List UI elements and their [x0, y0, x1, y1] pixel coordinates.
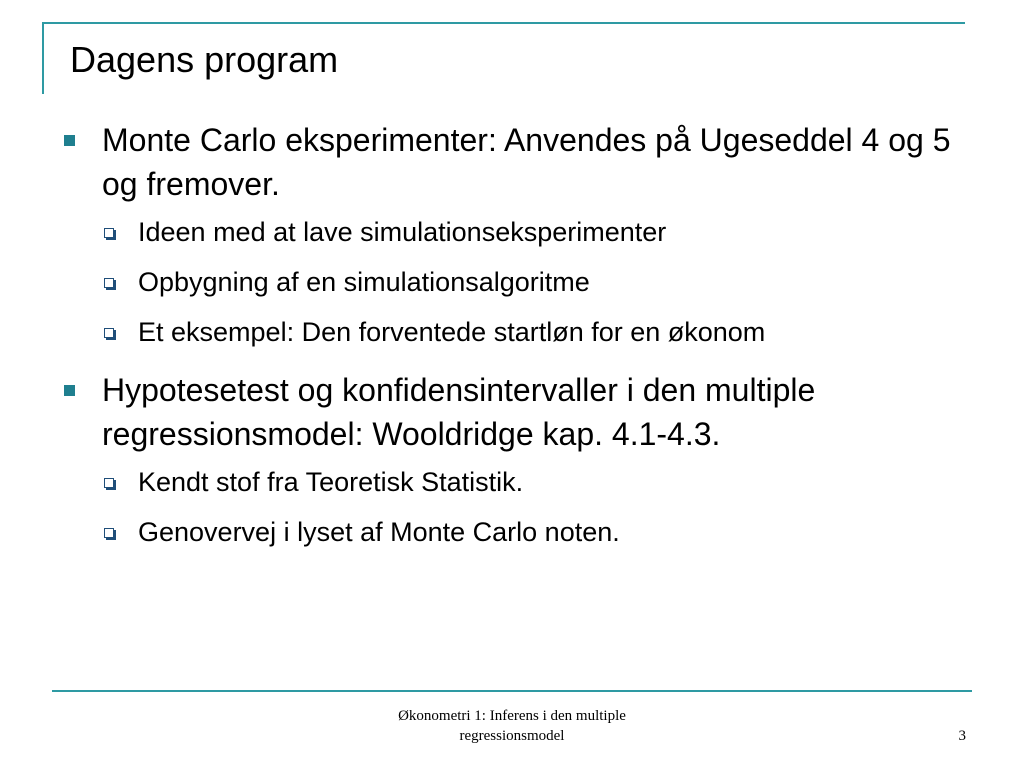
bullet-text: Hypotesetest og konfidensintervaller i den multiple regressionsmodel: Wooldridge kap. 4.1-4.3.	[102, 372, 816, 452]
square-bullet-icon	[64, 385, 75, 396]
bullet-item-hypothesis-test	[60, 368, 960, 456]
sub-bullet-item	[60, 264, 960, 300]
page-number: 3	[958, 728, 966, 744]
sub-bullet-item	[60, 514, 960, 550]
hollow-square-bullet-icon	[104, 228, 114, 238]
footer-divider	[52, 690, 972, 692]
bullet-text: Monte Carlo eksperimenter: Anvendes på Ugeseddel 4 og 5 og fremover.	[102, 122, 951, 202]
slide-content	[60, 118, 960, 564]
square-bullet-icon	[64, 135, 75, 146]
hollow-square-bullet-icon	[104, 328, 114, 338]
footer-caption-line1: Økonometri 1: Inferens i den multiple	[398, 708, 626, 724]
sub-bullet-text: Kendt stof fra Teoretisk Statistik.	[138, 467, 524, 497]
sub-bullet-text: Ideen med at lave simulationseksperimenter	[138, 217, 667, 247]
sub-bullet-item	[60, 314, 960, 350]
bullet-item-monte-carlo	[60, 118, 960, 206]
footer-caption	[362, 706, 662, 746]
title-accent-vertical-line	[42, 22, 44, 94]
hollow-square-bullet-icon	[104, 478, 114, 488]
sub-bullet-text: Et eksempel: Den forventede startløn for en økonom	[138, 317, 766, 347]
sub-bullet-text: Genovervej i lyset af Monte Carlo noten.	[138, 517, 620, 547]
slide-title: Dagens program	[70, 39, 339, 80]
title-accent-horizontal-line	[42, 22, 965, 24]
hollow-square-bullet-icon	[104, 278, 114, 288]
sub-bullet-text: Opbygning af en simulationsalgoritme	[138, 267, 590, 297]
footer-caption-line2: regressionsmodel	[459, 728, 565, 744]
sub-bullet-item	[60, 464, 960, 500]
hollow-square-bullet-icon	[104, 528, 114, 538]
sub-bullet-item	[60, 214, 960, 250]
